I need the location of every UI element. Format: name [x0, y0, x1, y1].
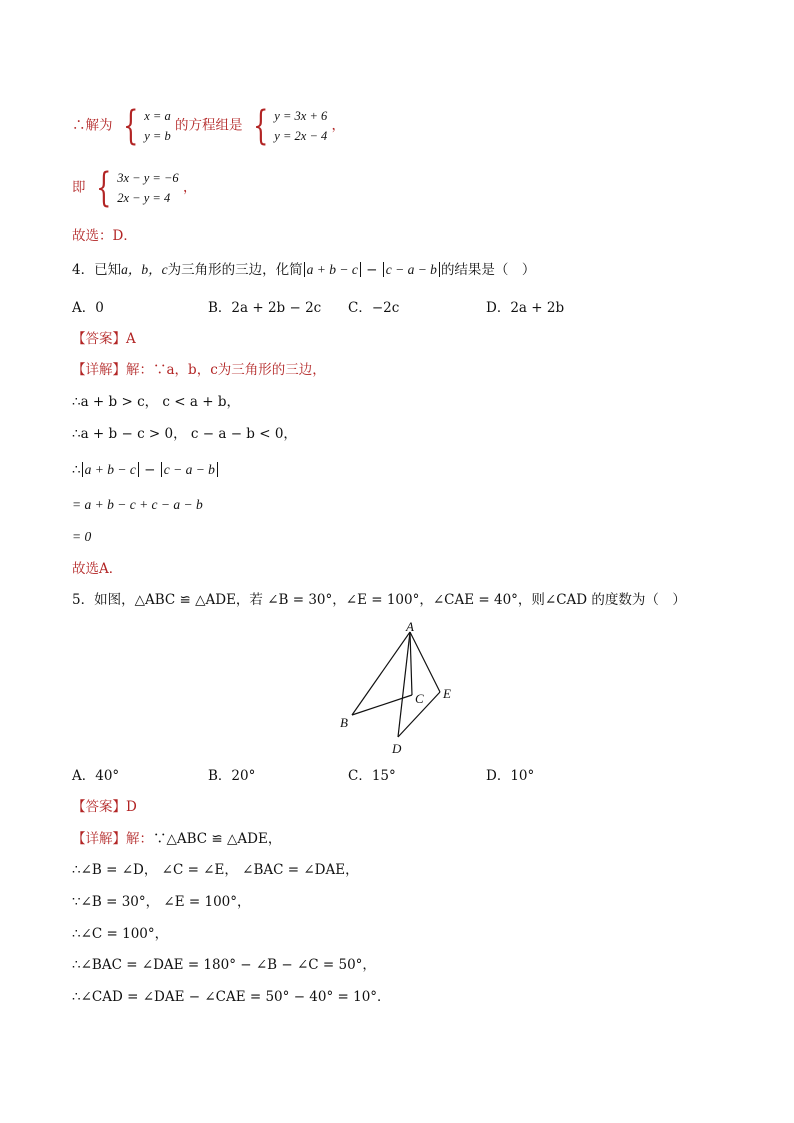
q4-stem	[72, 261, 535, 279]
vertex-label-a: A	[406, 619, 414, 634]
q4-answer: 【答案】A	[72, 331, 136, 347]
solution-lead: ∴解为	[72, 117, 113, 134]
q4-minus: −	[139, 462, 160, 478]
detail-text: ∵a，b，c为三角形的三边，	[153, 362, 326, 378]
vertex-label-d: D	[392, 741, 402, 756]
system-row: 2x − y = 4	[117, 191, 171, 205]
vertex-label-e: E	[443, 686, 451, 701]
brace-icon: {	[122, 103, 139, 149]
q5-step: ∴∠C = 100°，	[72, 926, 169, 942]
q4-stem-vars: a，b，c	[121, 262, 168, 277]
equivalent-lead: 即	[72, 179, 86, 196]
choice-q4: 故选A．	[72, 561, 123, 577]
system-row: y = 3x + 6	[274, 109, 328, 123]
q4-stem-part: 的结果是（ ）	[440, 262, 536, 278]
detail-head: 【详解】解：	[72, 362, 153, 378]
step-lead: ∴	[72, 462, 81, 478]
q4-detail-line	[72, 361, 326, 379]
system-row: y = b	[144, 129, 171, 143]
triangle-figure	[330, 617, 490, 767]
q4-option-c: C．−2c	[348, 300, 400, 316]
detail-head: 【详解】解：	[72, 831, 153, 847]
q4-step-abs	[72, 461, 219, 479]
abs-expression: a + b − c	[82, 462, 139, 477]
equation-system-xy	[117, 103, 171, 149]
q4-step: ∴a + b > c， c < a + b，	[72, 394, 240, 410]
abs-expression: c − a − b	[161, 462, 218, 477]
abs-expression: c − a − b	[383, 262, 440, 277]
detail-text: ∵△ABC ≌ △ADE，	[153, 831, 282, 847]
q5-stem: 5．如图，△ABC ≌ △ADE，若 ∠B = 30°，∠E = 100°，∠CAE = 40°，则∠CAD 的度数为（ ）	[72, 592, 686, 608]
brace-icon: {	[95, 165, 112, 211]
q5-answer: 【答案】D	[72, 799, 137, 815]
q4-option-a: A．0	[72, 300, 104, 316]
vertex-label-b: B	[340, 715, 348, 730]
system-row: 3x − y = −6	[117, 171, 179, 185]
q4-stem-part: 4．已知	[72, 262, 122, 278]
q5-step: ∵∠B = 30°， ∠E = 100°，	[72, 894, 251, 910]
equivalent-system-line	[72, 165, 197, 211]
equation-system-lines	[247, 103, 328, 149]
solution-tail: ，	[331, 117, 346, 134]
q5-step: ∴∠B = ∠D， ∠C = ∠E， ∠BAC = ∠DAE，	[72, 862, 359, 878]
q5-step: ∴∠CAD = ∠DAE − ∠CAE = 50° − 40° = 10°．	[72, 989, 391, 1005]
vertex-label-c: C	[415, 691, 424, 706]
system-row: x = a	[144, 109, 171, 123]
q4-step: ∴a + b − c > 0， c − a − b < 0，	[72, 426, 297, 442]
brace-icon: {	[252, 103, 269, 149]
solution-system-line	[72, 103, 346, 149]
choice-q3: 故选：D．	[72, 228, 137, 244]
q4-calc: = 0	[72, 529, 92, 544]
q4-option-d: D．2a + 2b	[486, 300, 565, 316]
system-row: y = 2x − 4	[274, 129, 328, 143]
q4-stem-part: 为三角形的三边，化简	[167, 262, 303, 278]
solution-mid: 的方程组是	[175, 117, 243, 134]
q4-option-b: B．2a + 2b − 2c	[208, 300, 322, 316]
q5-option-d: D．10°	[486, 768, 535, 784]
equation-system-equivalent	[90, 165, 179, 211]
equivalent-tail: ，	[182, 179, 197, 196]
q5-detail-line	[72, 830, 281, 848]
q4-calc: = a + b − c + c − a − b	[72, 497, 203, 512]
q5-option-a: A．40°	[72, 768, 120, 784]
q5-option-c: C．15°	[348, 768, 396, 784]
abs-expression: a + b − c	[304, 262, 361, 277]
q4-minus: −	[361, 262, 382, 278]
q5-option-b: B．20°	[208, 768, 256, 784]
triangle-lines	[352, 632, 440, 737]
q5-step: ∴∠BAC = ∠DAE = 180° − ∠B − ∠C = 50°，	[72, 957, 376, 973]
